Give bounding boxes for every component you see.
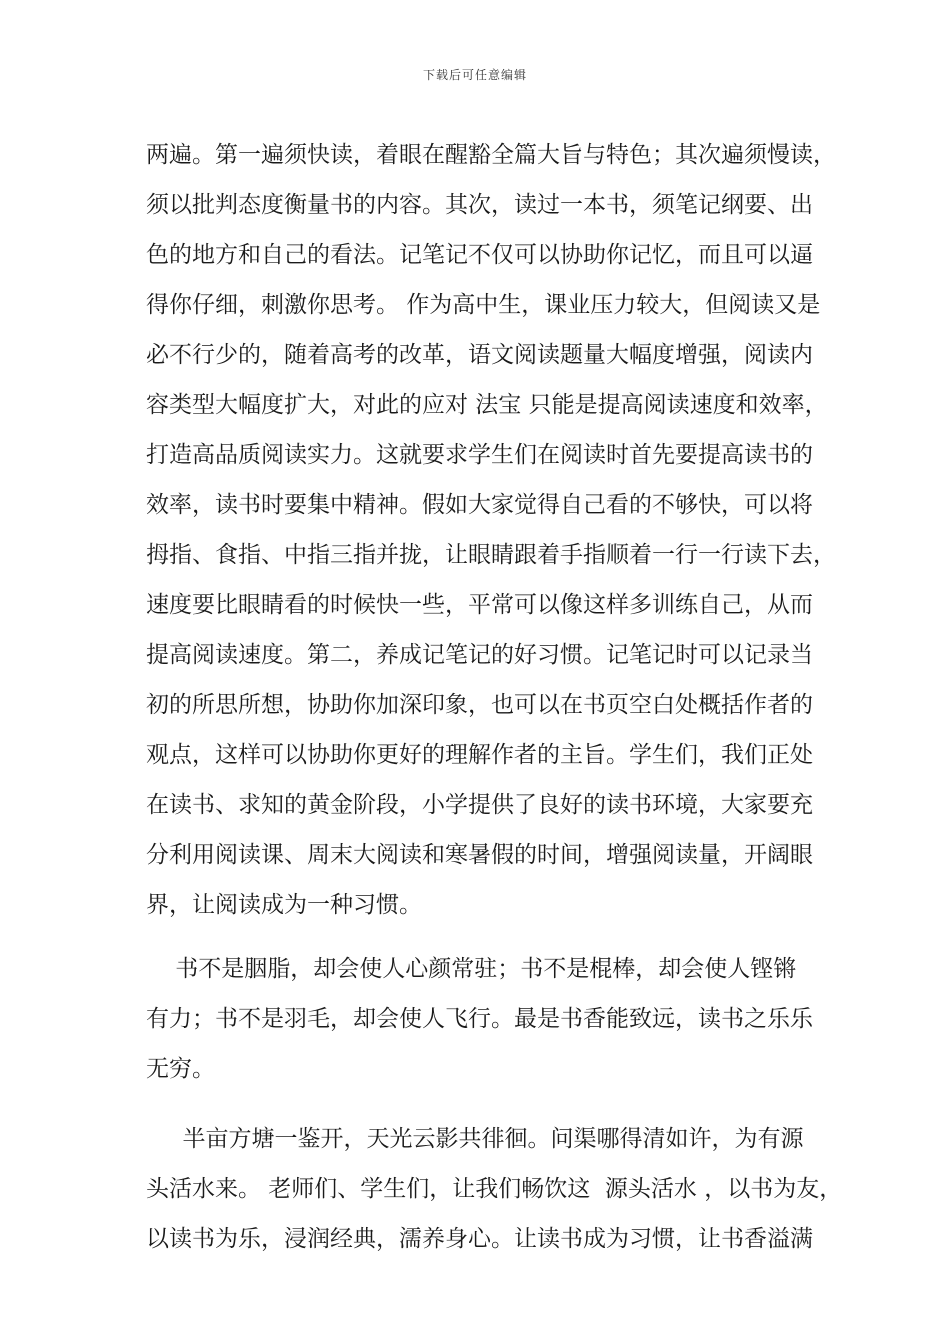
page-header: 下载后可任意编辑 (422, 68, 527, 82)
text-line: 头活水来。 老师们、学生们，让我们畅饮这 源头活水 ，以书为友， (146, 1176, 843, 1202)
paragraph (146, 944, 816, 1094)
text-line: 界，让阅读成为一种习惯。 (146, 892, 422, 918)
text-line: 两遍。第一遍须快读，着眼在醒豁全篇大旨与特色；其次遍须慢读， (146, 142, 836, 168)
text-line: 打造高品质阅读实力。这就要求学生们在阅读时首先要提高读书的 (146, 442, 813, 468)
text-line: 无穷。 (146, 1056, 215, 1082)
paragraph (146, 130, 836, 930)
text-line: 半亩方塘一鉴开，天光云影共徘徊。问渠哪得清如许，为有源 (146, 1126, 804, 1152)
text-line: 效率，读书时要集中精神。假如大家觉得自己看的不够快，可以将 (146, 492, 813, 518)
text-line: 拇指、食指、中指三指并拢，让眼睛跟着手指顺着一行一行读下去， (146, 542, 836, 568)
text-line: 色的地方和自己的看法。记笔记不仅可以协助你记忆，而且可以逼 (146, 242, 813, 268)
text-line: 速度要比眼睛看的时候快一些，平常可以像这样多训练自己，从而 (146, 592, 813, 618)
text-line: 必不行少的，随着高考的改革，语文阅读题量大幅度增强，阅读内 (146, 342, 813, 368)
text-line: 分利用阅读课、周末大阅读和寒暑假的时间，增强阅读量，开阔眼 (146, 842, 813, 868)
text-line: 提高阅读速度。第二，养成记笔记的好习惯。记笔记时可以记录当 (146, 642, 813, 668)
paragraph-gap (146, 930, 816, 944)
text-line: 初的所思所想，协助你加深印象，也可以在书页空白处概括作者的 (146, 692, 813, 718)
text-line: 有力；书不是羽毛，却会使人飞行。最是书香能致远，读书之乐乐 (146, 1006, 813, 1032)
text-line: 容类型大幅度扩大，对此的应对 法宝 只能是提高阅读速度和效率， (146, 392, 828, 418)
text-line: 观点，这样可以协助你更好的理解作者的主旨。学生们，我们正处 (146, 742, 813, 768)
document-body (146, 130, 843, 1264)
text-line: 须以批判态度衡量书的内容。其次，读过一本书，须笔记纲要、出 (146, 192, 813, 218)
paragraph (146, 1114, 843, 1264)
text-line: 以读书为乐，浸润经典，濡养身心。让读书成为习惯，让书香溢满 (146, 1226, 813, 1252)
text-line: 得你仔细，刺激你思考。 作为高中生，课业压力较大，但阅读又是 (146, 292, 821, 318)
paragraph-gap (146, 1094, 816, 1114)
text-line: 在读书、求知的黄金阶段，小学提供了良好的读书环境，大家要充 (146, 792, 813, 818)
text-line: 书不是胭脂，却会使人心颜常驻；书不是棍棒，却会使人铿锵 (146, 956, 797, 982)
